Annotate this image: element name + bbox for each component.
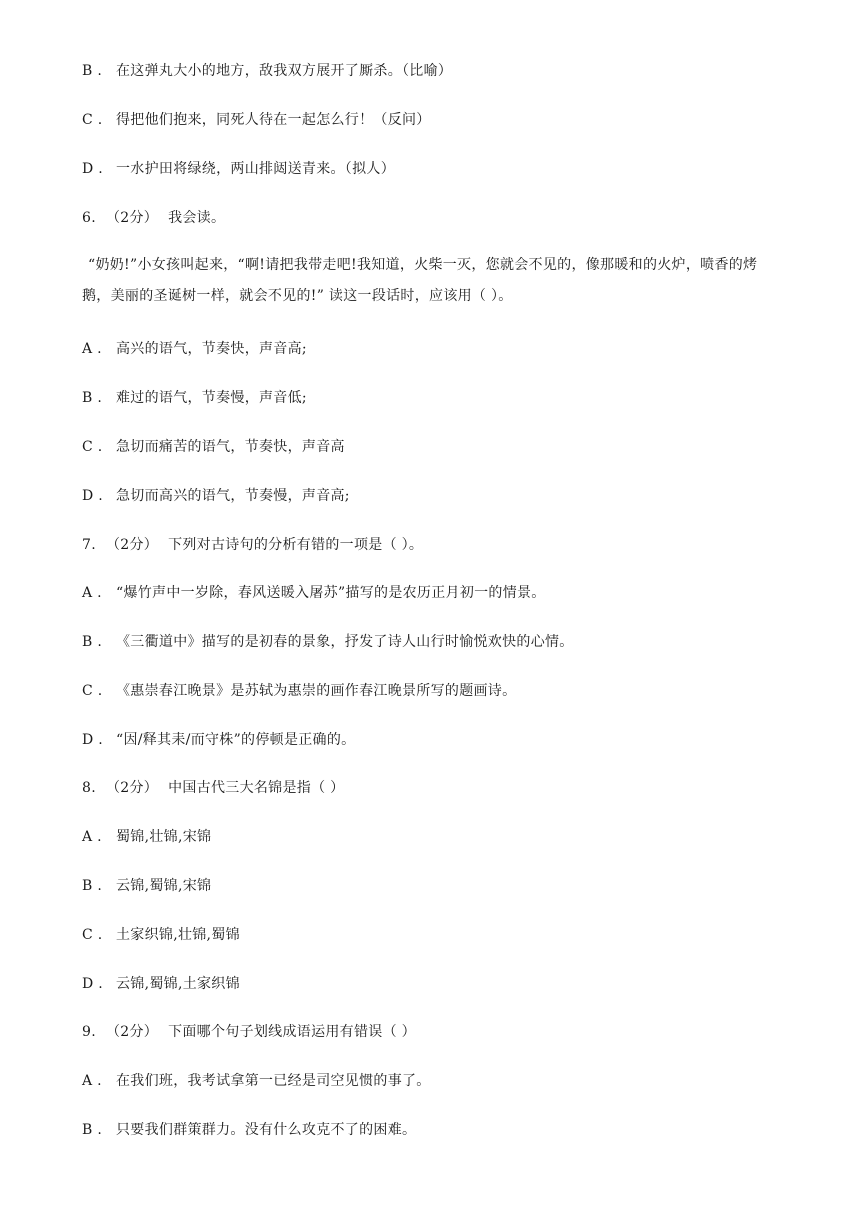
question-stem: 我会读。	[168, 210, 226, 226]
passage-line: “奶奶!”小女孩叫起来，“啊!请把我带走吧!我知道，火柴一灭，您就会不见的，像那暖和的火炉，喷香的烤	[88, 257, 758, 273]
q9-header	[82, 1021, 416, 1041]
option-text: 得把他们抱来，同死人待在一起怎么行！（反问）	[116, 112, 431, 128]
question-number: 7.	[82, 537, 96, 553]
option-text: 只要我们群策群力。没有什么攻克不了的困难。	[116, 1122, 417, 1138]
option-letter: A .	[82, 829, 102, 845]
option-letter: D .	[82, 732, 104, 748]
option-letter: C .	[82, 439, 103, 455]
q8-option-c	[82, 924, 240, 944]
q7-header	[82, 534, 423, 554]
option-text: “因/释其耒/而守株”的停顿是正确的。	[116, 732, 356, 748]
option-text: 《惠崇春江晚景》是苏轼为惠崇的画作春江晚景所写的题画诗。	[116, 683, 517, 699]
option-letter: B .	[82, 1122, 103, 1138]
option-text: 难过的语气，节奏慢，声音低;	[116, 390, 307, 406]
option-text: 土家织锦,壮锦,蜀锦	[116, 927, 240, 943]
option-text: 云锦,蜀锦,宋锦	[116, 878, 212, 894]
option-text: 急切而高兴的语气，节奏慢，声音高;	[116, 488, 350, 504]
q5-option-c	[82, 109, 431, 129]
q7-option-d	[82, 729, 355, 749]
q8-option-b	[82, 875, 211, 895]
q6-option-a	[82, 338, 307, 358]
option-text: 急切而痛苦的语气，节奏快，声音高	[116, 439, 345, 455]
option-letter: A .	[82, 1073, 102, 1089]
option-letter: D .	[82, 161, 104, 177]
q5-option-b	[82, 60, 452, 80]
question-score: （2分）	[105, 780, 159, 796]
option-text: “爆竹声中一岁除，春风送暖入屠苏”描写的是农历正月初一的情景。	[116, 585, 546, 601]
question-score: （2分）	[105, 1024, 159, 1040]
option-letter: A .	[82, 585, 102, 601]
option-text: 在这弹丸大小的地方，敌我双方展开了厮杀。（比喻）	[116, 63, 453, 79]
question-number: 6.	[82, 210, 96, 226]
q6-option-c	[82, 436, 345, 456]
q6-option-b	[82, 387, 307, 407]
option-letter: C .	[82, 927, 103, 943]
q9-option-a	[82, 1070, 431, 1090]
q7-option-b	[82, 631, 574, 651]
question-stem: 下面哪个句子划线成语运用有错误（ ）	[168, 1024, 416, 1040]
q7-option-c	[82, 680, 516, 700]
q6-passage	[82, 250, 817, 312]
passage-line: 鹅，美丽的圣诞树一样，就会不见的!” 读这一段话时，应该用（ ）。	[82, 288, 513, 304]
q5-option-d	[82, 158, 395, 178]
question-score: （2分）	[105, 537, 159, 553]
option-text: 一水护田将绿绕，两山排闼送青来。（拟人）	[116, 161, 395, 177]
question-number: 9.	[82, 1024, 96, 1040]
option-letter: D .	[82, 976, 104, 992]
option-letter: C .	[82, 112, 103, 128]
question-stem: 下列对古诗句的分析有错的一项是（ ）。	[168, 537, 424, 553]
question-score: （2分）	[105, 210, 159, 226]
q6-header	[82, 207, 225, 227]
question-number: 8.	[82, 780, 96, 796]
q8-option-a	[82, 826, 211, 846]
question-stem: 中国古代三大名锦是指（ ）	[168, 780, 345, 796]
option-letter: B .	[82, 878, 103, 894]
option-text: 云锦,蜀锦,土家织锦	[116, 976, 240, 992]
option-letter: B .	[82, 63, 103, 79]
q8-header	[82, 777, 344, 797]
q9-option-b	[82, 1119, 416, 1139]
option-letter: B .	[82, 390, 103, 406]
q6-option-d	[82, 485, 350, 505]
option-letter: B .	[82, 634, 103, 650]
option-text: 高兴的语气，节奏快，声音高;	[116, 341, 307, 357]
option-letter: A .	[82, 341, 102, 357]
option-letter: D .	[82, 488, 104, 504]
option-text: 《三衢道中》描写的是初春的景象，抒发了诗人山行时愉悦欢快的心情。	[116, 634, 574, 650]
option-letter: C .	[82, 683, 103, 699]
q7-option-a	[82, 582, 546, 602]
option-text: 蜀锦,壮锦,宋锦	[116, 829, 212, 845]
q8-option-d	[82, 973, 240, 993]
option-text: 在我们班，我考试拿第一已经是司空见惯的事了。	[116, 1073, 431, 1089]
